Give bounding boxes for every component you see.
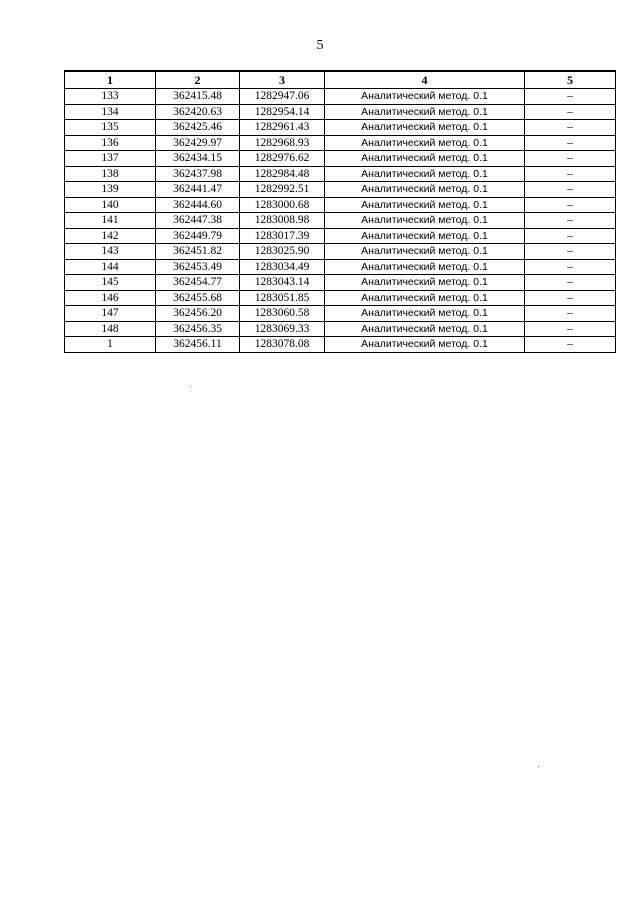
table-row — [65, 275, 616, 291]
x-coordinate-cell: 362425.46 — [156, 120, 240, 136]
note-cell: – — [525, 306, 616, 322]
note-cell: – — [525, 89, 616, 105]
note-cell: – — [525, 182, 616, 198]
point-number-cell: 134 — [65, 104, 156, 120]
x-coordinate-cell: 362447.38 — [156, 213, 240, 229]
x-coordinate-cell: 362456.35 — [156, 321, 240, 337]
note-cell: – — [525, 290, 616, 306]
method-cell: Аналитический метод. 0.1 — [325, 228, 525, 244]
y-coordinate-cell: 1282954.14 — [240, 104, 325, 120]
point-number-cell: 137 — [65, 151, 156, 167]
method-cell: Аналитический метод. 0.1 — [325, 104, 525, 120]
y-coordinate-cell: 1283043.14 — [240, 275, 325, 291]
y-coordinate-cell: 1283034.49 — [240, 259, 325, 275]
y-coordinate-cell: 1283060.58 — [240, 306, 325, 322]
x-coordinate-cell: 362420.63 — [156, 104, 240, 120]
point-number-cell: 135 — [65, 120, 156, 136]
point-number-cell: 140 — [65, 197, 156, 213]
table-row — [65, 290, 616, 306]
point-number-cell: 141 — [65, 213, 156, 229]
y-coordinate-cell: 1282947.06 — [240, 89, 325, 105]
y-coordinate-cell: 1282961.43 — [240, 120, 325, 136]
x-coordinate-cell: 362451.82 — [156, 244, 240, 260]
table-row — [65, 104, 616, 120]
page-number: 5 — [316, 38, 324, 53]
table-row — [65, 151, 616, 167]
table-row — [65, 197, 616, 213]
note-cell: – — [525, 151, 616, 167]
column-header-5: 5 — [525, 71, 616, 89]
x-coordinate-cell: 362455.68 — [156, 290, 240, 306]
point-number-cell: 1 — [65, 337, 156, 353]
y-coordinate-cell: 1283000.68 — [240, 197, 325, 213]
point-number-cell: 136 — [65, 135, 156, 151]
x-coordinate-cell: 362415.48 — [156, 89, 240, 105]
table-row — [65, 321, 616, 337]
table-row — [65, 337, 616, 353]
x-coordinate-cell: 362444.60 — [156, 197, 240, 213]
note-cell: – — [525, 275, 616, 291]
note-cell: – — [525, 213, 616, 229]
table-row — [65, 135, 616, 151]
y-coordinate-cell: 1283051.85 — [240, 290, 325, 306]
point-number-cell: 143 — [65, 244, 156, 260]
method-cell: Аналитический метод. 0.1 — [325, 89, 525, 105]
method-cell: Аналитический метод. 0.1 — [325, 197, 525, 213]
x-coordinate-cell: 362437.98 — [156, 166, 240, 182]
point-number-cell: 145 — [65, 275, 156, 291]
method-cell: Аналитический метод. 0.1 — [325, 213, 525, 229]
table-row — [65, 228, 616, 244]
scan-speck — [190, 386, 191, 387]
y-coordinate-cell: 1283069.33 — [240, 321, 325, 337]
x-coordinate-cell: 362449.79 — [156, 228, 240, 244]
point-number-cell: 147 — [65, 306, 156, 322]
method-cell: Аналитический метод. 0.1 — [325, 151, 525, 167]
point-number-cell: 142 — [65, 228, 156, 244]
y-coordinate-cell: 1282984.48 — [240, 166, 325, 182]
y-coordinate-cell: 1283008.98 — [240, 213, 325, 229]
scan-speck — [538, 766, 539, 767]
point-number-cell: 139 — [65, 182, 156, 198]
table-row — [65, 259, 616, 275]
column-header-3: 3 — [240, 71, 325, 89]
method-cell: Аналитический метод. 0.1 — [325, 182, 525, 198]
note-cell: – — [525, 104, 616, 120]
y-coordinate-cell: 1283078.08 — [240, 337, 325, 353]
method-cell: Аналитический метод. 0.1 — [325, 120, 525, 136]
point-number-cell: 148 — [65, 321, 156, 337]
point-number-cell: 138 — [65, 166, 156, 182]
column-header-4: 4 — [325, 71, 525, 89]
x-coordinate-cell: 362434.15 — [156, 151, 240, 167]
x-coordinate-cell: 362453.49 — [156, 259, 240, 275]
method-cell: Аналитический метод. 0.1 — [325, 337, 525, 353]
y-coordinate-cell: 1282992.51 — [240, 182, 325, 198]
table-header-row — [65, 71, 616, 89]
x-coordinate-cell: 362456.20 — [156, 306, 240, 322]
x-coordinate-cell: 362429.97 — [156, 135, 240, 151]
method-cell: Аналитический метод. 0.1 — [325, 290, 525, 306]
note-cell: – — [525, 120, 616, 136]
note-cell: – — [525, 197, 616, 213]
table-row — [65, 244, 616, 260]
x-coordinate-cell: 362456.11 — [156, 337, 240, 353]
y-coordinate-cell: 1283017.39 — [240, 228, 325, 244]
point-number-cell: 146 — [65, 290, 156, 306]
point-number-cell: 133 — [65, 89, 156, 105]
method-cell: Аналитический метод. 0.1 — [325, 275, 525, 291]
method-cell: Аналитический метод. 0.1 — [325, 321, 525, 337]
y-coordinate-cell: 1283025.90 — [240, 244, 325, 260]
table-row — [65, 306, 616, 322]
method-cell: Аналитический метод. 0.1 — [325, 306, 525, 322]
note-cell: – — [525, 321, 616, 337]
note-cell: – — [525, 166, 616, 182]
column-header-1: 1 — [65, 71, 156, 89]
y-coordinate-cell: 1282976.62 — [240, 151, 325, 167]
table-row — [65, 166, 616, 182]
x-coordinate-cell: 362441.47 — [156, 182, 240, 198]
table-row — [65, 213, 616, 229]
method-cell: Аналитический метод. 0.1 — [325, 259, 525, 275]
column-header-2: 2 — [156, 71, 240, 89]
note-cell: – — [525, 259, 616, 275]
point-number-cell: 144 — [65, 259, 156, 275]
y-coordinate-cell: 1282968.93 — [240, 135, 325, 151]
table-body — [65, 89, 616, 353]
table-row — [65, 89, 616, 105]
table-row — [65, 182, 616, 198]
x-coordinate-cell: 362454.77 — [156, 275, 240, 291]
note-cell: – — [525, 228, 616, 244]
note-cell: – — [525, 337, 616, 353]
method-cell: Аналитический метод. 0.1 — [325, 244, 525, 260]
note-cell: – — [525, 244, 616, 260]
coordinates-table — [64, 70, 616, 353]
note-cell: – — [525, 135, 616, 151]
table-row — [65, 120, 616, 136]
method-cell: Аналитический метод. 0.1 — [325, 135, 525, 151]
method-cell: Аналитический метод. 0.1 — [325, 166, 525, 182]
